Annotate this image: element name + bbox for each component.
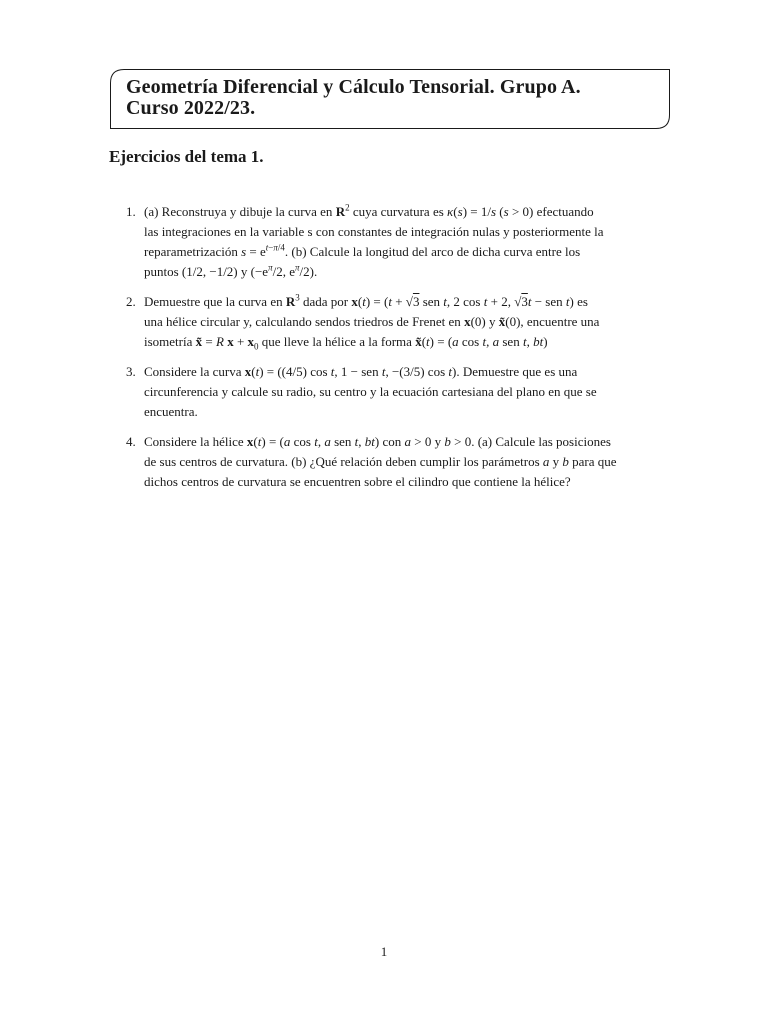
exercise-number: 4. [126, 434, 136, 449]
exercise-line: las integraciones en la variable s con constantes de integración nulas y posteriormente la [144, 224, 604, 239]
title-box [110, 69, 670, 129]
exercise-line: encuentra. [144, 404, 198, 419]
exercise-number: 3. [126, 364, 136, 379]
exercise-line: Demuestre que la curva en $R^3$ dada por x(t) = (t + √3 sen t, 2 cos t + 2, √3t − sen t) es [144, 292, 588, 309]
exercise-line: isometría x̃ = R $x + x_0$ que lleve la hélice a la forma x̃(t) = (a cos t, a sen t, bt) [144, 334, 548, 352]
exercise-line: dichos centros de curvatura se encuentren sobre el cilindro que contiene la hélice? [144, 474, 571, 489]
exercise-3 [126, 362, 658, 422]
exercise-line: Considere la hélice x(t) = (a cos t, a sen t, bt) con a > 0 y b > 0. (a) Calcule las posiciones [144, 434, 611, 449]
exercise-number: 2. [126, 294, 136, 309]
title-line-2: Curso 2022/23. [126, 97, 256, 119]
exercise-4 [126, 432, 658, 492]
exercise-line: una hélice circular y, calculando sendos triedros de Frenet en x(0) y x̃(0), encuentre una [144, 314, 600, 329]
exercise-line: circunferencia y calcule su radio, su centro y la ecuación cartesiana del plano en que se [144, 384, 597, 399]
exercise-number: 1. [126, 204, 136, 219]
page-number: 1 [380, 944, 388, 959]
exercise-line: (a) Reconstruya y dibuje la curva en $R^2$ cuya curvatura es κ(s) = 1/s (s > 0) efectuando [144, 202, 594, 219]
exercise-line: Considere la curva x(t) = ((4/5) cos t, 1 − sen t, −(3/5) cos t). Demuestre que es una [144, 364, 578, 379]
exercise-line: puntos (1/2, −1/2) y ($-e^\pi/2$, $e^\pi/2$). [144, 262, 318, 279]
page-title [126, 77, 581, 119]
exercise-line: de sus centros de curvatura. (b) ¿Qué relación deben cumplir los parámetros a y b para que [144, 454, 617, 469]
section-heading: Ejercicios del tema 1. [109, 147, 264, 166]
title-line-1: Geometría Diferencial y Cálculo Tensorial. Grupo A. [126, 76, 581, 98]
exercise-2 [126, 292, 658, 357]
exercise-1 [126, 202, 658, 282]
exercise-line: reparametrización $s = e^{t-\pi/4}$. (b) Calcule la longitud del arco de dicha curva entre los [144, 242, 581, 259]
